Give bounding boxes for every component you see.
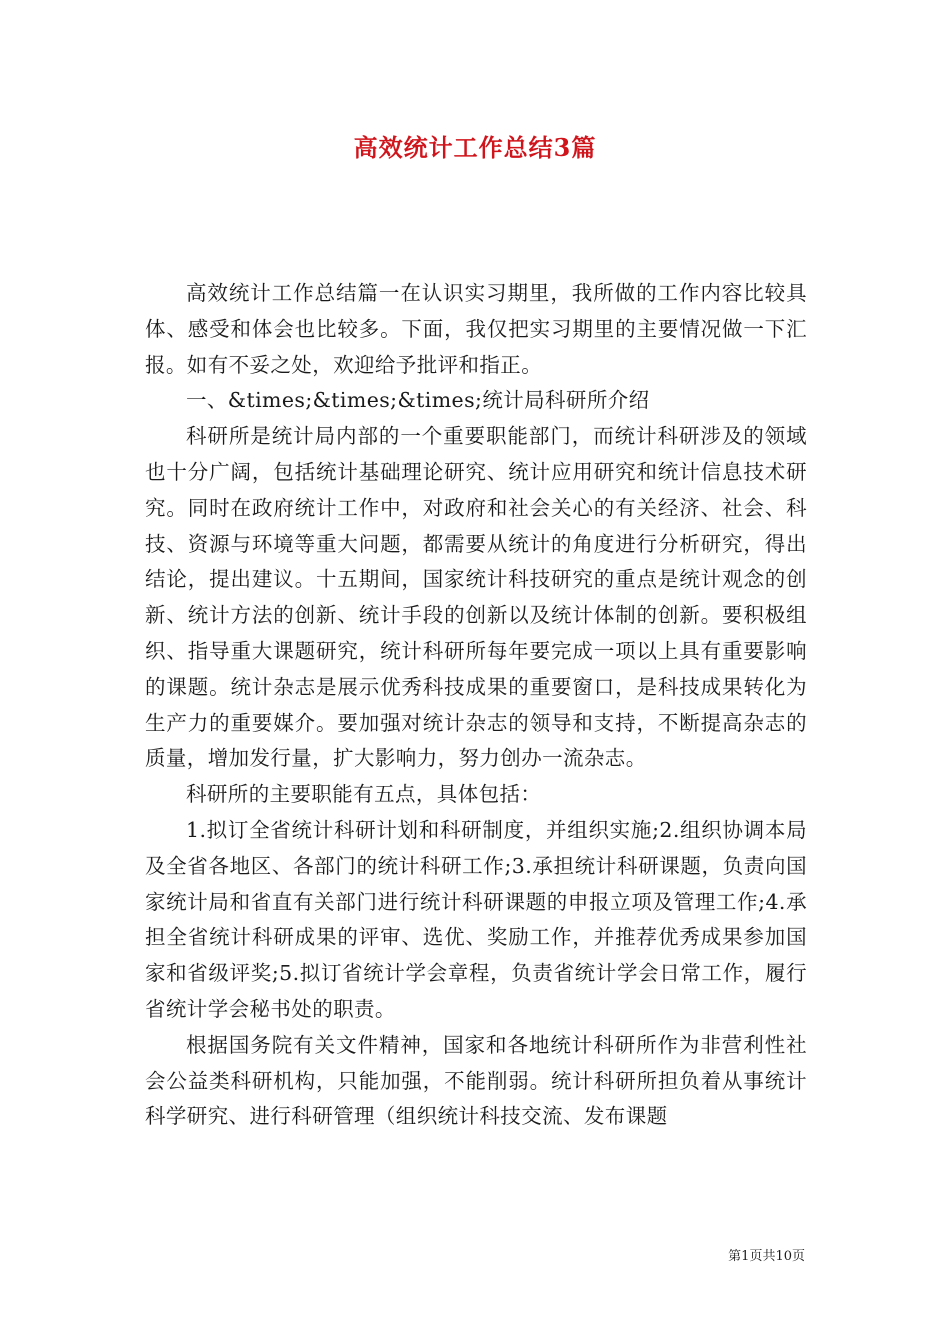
document-body xyxy=(145,276,807,1135)
paragraph-intro: 高效统计工作总结篇一在认识实习期里，我所做的工作内容比较具体、感受和体会也比较多。下面，我仅把实习期里的主要情况做一下汇报。如有不妥之处，欢迎给予批评和指正。 xyxy=(145,281,807,377)
document-title: 高效统计工作总结3篇 xyxy=(353,133,597,162)
page-number: 第1页共10页 xyxy=(728,1249,805,1264)
section-heading: 一、&times;&times;&times;统计局科研所介绍 xyxy=(186,388,650,413)
paragraph-functions-list: 1.拟订全省统计科研计划和科研制度，并组织实施;2.组织协调本局及全省各地区、各部门的统计科研工作;3.承担统计科研课题，负责向国家统计局和省直有关部门进行统计科研课题的申报立项及管理工作;4.承担全省统计科研成果的评审、选优、奖励工作，并推荐优秀成果参加国家和省级评奖;5.拟订省统计学会章程，负责省统计学会日常工作，履行省统计学会秘书处的职责。 xyxy=(145,817,807,1021)
paragraph-functions-intro: 科研所的主要职能有五点，具体包括： xyxy=(186,782,542,807)
paragraph-policy: 根据国务院有关文件精神，国家和各地统计科研所作为非营利性社会公益类科研机构，只能加强，不能削弱。统计科研所担负着从事统计科学研究、进行科研管理（组织统计科技交流、发布课题 xyxy=(145,1032,807,1129)
paragraph-institute: 科研所是统计局内部的一个重要职能部门，而统计科研涉及的领域也十分广阔，包括统计基础理论研究、统计应用研究和统计信息技术研究。同时在政府统计工作中，对政府和社会关心的有关经济、社会、科技、资源与环境等重大问题，都需要从统计的角度进行分析研究，得出结论，提出建议。十五期间，国家统计科技研究的重点是统计观念的创新、统计方法的创新、统计手段的创新以及统计体制的创新。要积极组织、指导重大课题研究，统计科研所每年要完成一项以上具有重要影响的课题。统计杂志是展示优秀科技成果的重要窗口，是科技成果转化为生产力的重要媒介。要加强对统计杂志的领导和支持，不断提高杂志的质量，增加发行量，扩大影响力，努力创办一流杂志。 xyxy=(145,424,807,771)
